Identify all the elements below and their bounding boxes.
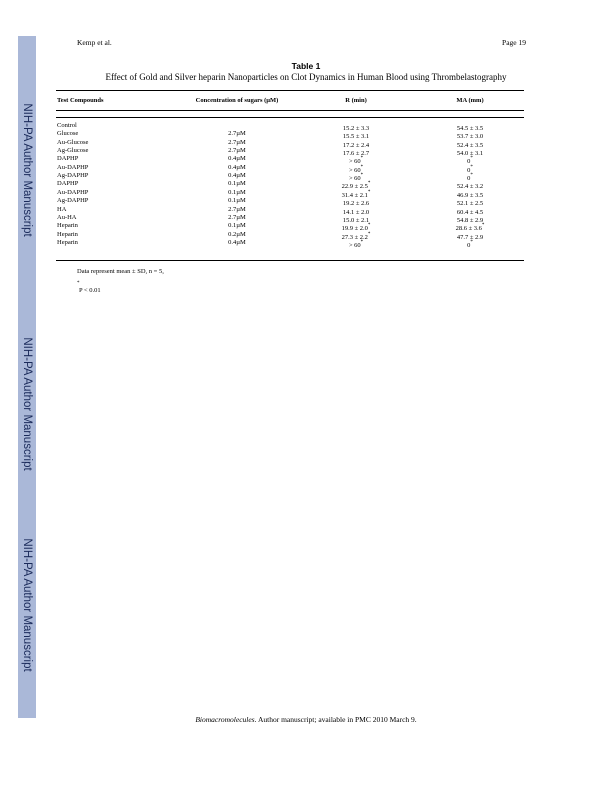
- column-header-r: R (min): [345, 97, 367, 104]
- table-caption: Effect of Gold and Silver heparin Nanoparticles on Clot Dynamics in Human Blood using Thrombelastography: [105, 72, 507, 82]
- cell-ma-value: 54.8 ± 2.9: [456, 216, 484, 224]
- cell-concentration: 0.1µM: [228, 222, 246, 230]
- cell-ma-value: 0: [467, 175, 471, 183]
- cell-ma-value: 0: [467, 241, 471, 249]
- significance-mark: *: [470, 239, 473, 245]
- cell-r-value: 17.6 ± 2.7: [342, 150, 370, 158]
- cell-compound: Ag-DAPHP: [57, 172, 89, 180]
- cell-ma-value: 53.7 ± 3.0: [456, 133, 484, 141]
- cell-r-value: > 60: [348, 241, 361, 249]
- cell-concentration: 2.7µM: [228, 130, 246, 138]
- cell-r-value: 14.1 ± 2.0: [342, 208, 370, 216]
- table-row: [56, 130, 524, 141]
- cell-compound: Au-HA: [57, 213, 77, 221]
- table-row: [56, 206, 524, 214]
- table-row: [56, 180, 524, 191]
- cell-concentration: 0.4µM: [228, 172, 246, 180]
- page-footer: [0, 715, 612, 724]
- table-row: [56, 214, 524, 222]
- cell-concentration: 2.7µM: [228, 138, 246, 146]
- cell-r-value: 15.0 ± 2.1: [342, 216, 370, 224]
- cell-compound: Heparin: [57, 238, 78, 246]
- significance-mark: *: [481, 223, 485, 229]
- significance-mark: *: [360, 239, 364, 245]
- cell-compound: DAPHP: [57, 180, 79, 188]
- cell-compound: Au-DAPHP: [57, 163, 89, 171]
- journal-name: Biomacromolecules: [195, 715, 255, 724]
- cell-concentration: 2.7µM: [228, 205, 246, 213]
- cell-ma-value: 54.5 ± 3.5: [456, 125, 484, 132]
- table-row: [56, 197, 524, 208]
- table-row: [56, 147, 524, 158]
- cell-concentration: 0.2µM: [228, 230, 246, 238]
- cell-ma-value: 47.7 ± 2.9: [456, 233, 484, 241]
- cell-compound: Ag-Glucose: [57, 147, 89, 155]
- watermark: NIH-PA Author Manuscript: [21, 337, 33, 471]
- cell-compound: Ag-DAPHP: [57, 197, 89, 205]
- cell-r-value: 27.3 ± 2.2: [341, 233, 368, 241]
- cell-concentration: 2.7µM: [228, 213, 246, 221]
- cell-ma: [467, 239, 473, 250]
- significance-mark: *: [367, 189, 371, 195]
- cell-concentration: 0.1µM: [228, 180, 246, 188]
- cell-r-value: 15.5 ± 3.1: [342, 133, 370, 141]
- table-top-rule: [56, 90, 524, 91]
- cell-ma-value: 52.4 ± 3.2: [456, 183, 484, 191]
- header-rule: [56, 117, 524, 118]
- cell-concentration: 0.4µM: [228, 163, 246, 171]
- cell-ma-value: 0: [467, 158, 471, 166]
- cell-concentration: 0.4µM: [228, 238, 246, 246]
- cell-ma-value: 52.4 ± 3.5: [456, 141, 484, 149]
- header-rule: [56, 110, 524, 111]
- table-bottom-rule: [56, 260, 524, 261]
- significance-mark: *: [360, 173, 364, 179]
- cell-compound: Glucose: [57, 130, 79, 138]
- significance-mark: *: [367, 181, 371, 187]
- watermark: NIH-PA Author Manuscript: [21, 538, 33, 672]
- table-note: Data represent mean ± SD, n = 5,: [77, 268, 164, 275]
- table-title: Table 1: [291, 61, 321, 71]
- cell-r-value: 19.9 ± 2.0: [341, 225, 368, 233]
- cell-r-value: 15.2 ± 3.3: [342, 125, 370, 132]
- cell-r-value: > 60: [348, 166, 361, 174]
- cell-r-value: > 60: [348, 158, 361, 166]
- cell-ma-value: 60.4 ± 4.5: [456, 208, 484, 216]
- cell-compound: DAPHP: [57, 155, 79, 163]
- cell-ma-value: 28.6 ± 3.6: [455, 225, 482, 233]
- cell-concentration: 0.1µM: [228, 188, 246, 196]
- significance-mark: *: [470, 164, 473, 170]
- cell-r-value: 19.2 ± 2.6: [342, 200, 370, 208]
- significance-mark: *: [77, 281, 80, 286]
- table-row: [56, 231, 524, 239]
- table-row: [56, 122, 524, 130]
- column-header-concentration: Concentration of sugars (µM): [195, 97, 279, 104]
- cell-concentration: 2.7µM: [228, 147, 246, 155]
- watermark: NIH-PA Author Manuscript: [21, 103, 33, 237]
- page-number: Page 19: [502, 38, 526, 47]
- table-row: [56, 155, 524, 166]
- cell-compound: Heparin: [57, 230, 78, 238]
- table-row: [56, 189, 524, 197]
- table-row: [56, 172, 524, 183]
- cell-compound: Au-Glucose: [57, 138, 89, 146]
- cell-compound: Heparin: [57, 222, 78, 230]
- cell-r-value: 17.2 ± 2.4: [342, 141, 370, 149]
- column-header-compounds: Test Compounds: [57, 97, 104, 104]
- table-row: [56, 222, 524, 233]
- significance-mark: *: [360, 164, 364, 170]
- cell-ma-value: 46.9 ± 3.5: [456, 191, 484, 199]
- cell-concentration: 0.1µM: [228, 197, 246, 205]
- cell-r-value: 31.4 ± 2.1: [341, 191, 368, 199]
- cell-ma-value: 52.1 ± 2.5: [456, 200, 484, 208]
- cell-compound: Au-DAPHP: [57, 188, 89, 196]
- cell-ma-value: 54.0 ± 3.1: [456, 150, 484, 158]
- table-row: [56, 139, 524, 147]
- significance-mark: *: [360, 156, 364, 162]
- table-row: [56, 239, 524, 247]
- running-header-author: Kemp et al.: [77, 38, 112, 47]
- cell-r-value: > 60: [348, 175, 361, 183]
- cell-ma-value: 0: [467, 166, 471, 174]
- cell-compound: Control: [57, 122, 77, 129]
- table-row: [56, 164, 524, 172]
- significance-mark: *: [367, 223, 371, 229]
- significance-mark: *: [367, 231, 371, 237]
- cell-r-value: 22.9 ± 2.5: [341, 183, 368, 191]
- significance-mark: *: [470, 173, 473, 179]
- footer-text: . Author manuscript; available in PMC 2010 March 9.: [254, 715, 417, 724]
- cell-r: [349, 239, 363, 250]
- significance-note: P < 0.01: [79, 287, 101, 294]
- cell-concentration: 0.4µM: [228, 155, 246, 163]
- column-header-ma: MA (mm): [456, 97, 484, 104]
- significance-mark: *: [470, 156, 473, 162]
- cell-compound: HA: [57, 205, 67, 213]
